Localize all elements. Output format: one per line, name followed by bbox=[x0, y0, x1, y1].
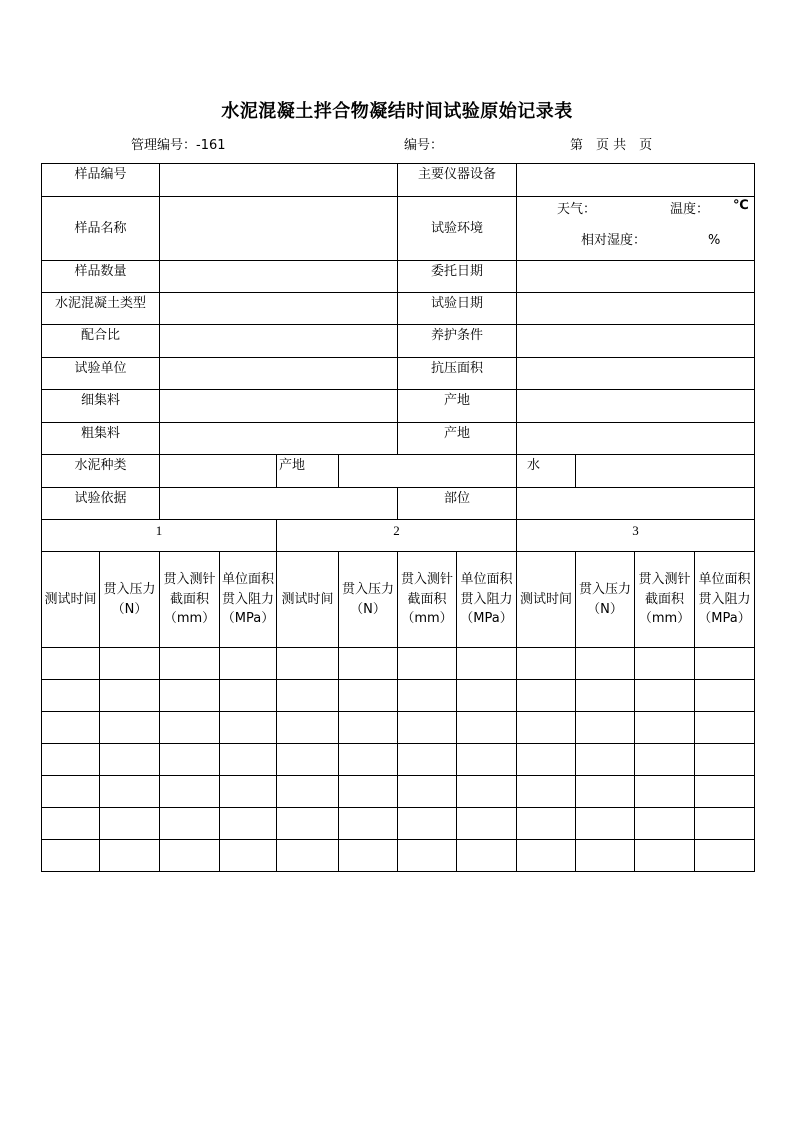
data-cell[interactable] bbox=[277, 840, 339, 872]
value-main-equipment[interactable] bbox=[517, 164, 755, 197]
value-mix-ratio[interactable] bbox=[160, 325, 398, 358]
table-row bbox=[42, 840, 755, 872]
data-cell[interactable] bbox=[695, 808, 755, 840]
data-cell[interactable] bbox=[695, 648, 755, 680]
data-cell[interactable] bbox=[517, 808, 576, 840]
col-header-resistance: 单位面积贯入阻力（MPa） bbox=[457, 552, 517, 648]
value-test-date[interactable] bbox=[517, 293, 755, 325]
data-cell[interactable] bbox=[576, 776, 635, 808]
data-cell[interactable] bbox=[277, 680, 339, 712]
data-cell[interactable] bbox=[398, 840, 457, 872]
label-cement-type: 水泥种类 bbox=[42, 455, 160, 488]
col-header-resistance: 单位面积贯入阻力（MPa） bbox=[220, 552, 277, 648]
label-part: 部位 bbox=[398, 488, 517, 520]
value-cement-origin[interactable] bbox=[339, 455, 517, 488]
data-cell[interactable] bbox=[339, 776, 398, 808]
data-cell[interactable] bbox=[517, 648, 576, 680]
label-fine-aggregate-origin: 产地 bbox=[398, 390, 517, 423]
data-cell[interactable] bbox=[160, 680, 220, 712]
data-cell[interactable] bbox=[220, 648, 277, 680]
data-cell[interactable] bbox=[457, 840, 517, 872]
data-cell[interactable] bbox=[398, 712, 457, 744]
data-cell[interactable] bbox=[576, 648, 635, 680]
weather-label: 天气： bbox=[557, 202, 597, 217]
data-cell[interactable] bbox=[277, 712, 339, 744]
data-cell[interactable] bbox=[277, 744, 339, 776]
data-cell[interactable] bbox=[220, 680, 277, 712]
data-cell[interactable] bbox=[100, 680, 160, 712]
data-cell[interactable] bbox=[277, 776, 339, 808]
data-cell[interactable] bbox=[100, 712, 160, 744]
label-coarse-aggregate: 粗集料 bbox=[42, 423, 160, 455]
table-row bbox=[42, 712, 755, 744]
value-test-basis[interactable] bbox=[160, 488, 398, 520]
data-cell[interactable] bbox=[160, 712, 220, 744]
value-test-environment[interactable] bbox=[517, 197, 755, 261]
data-cell[interactable] bbox=[457, 712, 517, 744]
data-cell[interactable] bbox=[42, 840, 100, 872]
data-cell[interactable] bbox=[42, 808, 100, 840]
label-sample-no: 样品编号 bbox=[42, 164, 160, 197]
data-cell[interactable] bbox=[517, 776, 576, 808]
data-cell[interactable] bbox=[457, 648, 517, 680]
serial-number: 编号： bbox=[404, 138, 444, 153]
data-cell[interactable] bbox=[576, 744, 635, 776]
value-cement-type[interactable] bbox=[160, 455, 277, 488]
data-cell[interactable] bbox=[339, 648, 398, 680]
label-test-basis: 试验依据 bbox=[42, 488, 160, 520]
col-header-time: 测试时间 bbox=[277, 552, 339, 648]
data-cell[interactable] bbox=[517, 712, 576, 744]
data-cell[interactable] bbox=[517, 680, 576, 712]
data-cell[interactable] bbox=[220, 712, 277, 744]
data-cell[interactable] bbox=[457, 744, 517, 776]
data-cell[interactable] bbox=[42, 648, 100, 680]
label-test-date: 试验日期 bbox=[398, 293, 517, 325]
col-header-area: 贯入测针截面积（mm） bbox=[160, 552, 220, 648]
table-row bbox=[42, 680, 755, 712]
value-compression-area[interactable] bbox=[517, 358, 755, 390]
data-cell[interactable] bbox=[42, 680, 100, 712]
col-header-resistance: 单位面积贯入阻力（MPa） bbox=[695, 552, 755, 648]
label-curing-conditions: 养护条件 bbox=[398, 325, 517, 358]
data-cell[interactable] bbox=[517, 744, 576, 776]
data-cell[interactable] bbox=[220, 776, 277, 808]
label-sample-name: 样品名称 bbox=[42, 197, 160, 261]
label-cement-origin: 产地 bbox=[277, 455, 339, 488]
col-header-force: 贯入压力（N） bbox=[100, 552, 160, 648]
temperature-unit: ℃ bbox=[733, 198, 749, 213]
humidity-unit: % bbox=[708, 233, 721, 248]
value-coarse-aggregate-origin[interactable] bbox=[517, 423, 755, 455]
value-part[interactable] bbox=[517, 488, 755, 520]
value-test-unit[interactable] bbox=[160, 358, 398, 390]
table-row bbox=[42, 808, 755, 840]
data-cell[interactable] bbox=[339, 680, 398, 712]
col-header-force: 贯入压力（N） bbox=[339, 552, 398, 648]
data-cell[interactable] bbox=[277, 808, 339, 840]
data-cell[interactable] bbox=[695, 776, 755, 808]
label-test-unit: 试验单位 bbox=[42, 358, 160, 390]
data-cell[interactable] bbox=[160, 744, 220, 776]
value-sample-name[interactable] bbox=[160, 197, 398, 261]
data-cell[interactable] bbox=[100, 648, 160, 680]
group-header-3: 3 bbox=[517, 520, 755, 552]
label-coarse-aggregate-origin: 产地 bbox=[398, 423, 517, 455]
page-info: 第 页 共 页 bbox=[570, 138, 653, 153]
page-title: 水泥混凝土拌合物凝结时间试验原始记录表 bbox=[221, 101, 573, 122]
col-header-force: 贯入压力（N） bbox=[576, 552, 635, 648]
management-number: 管理编号：-161 bbox=[131, 138, 226, 153]
data-cell[interactable] bbox=[398, 808, 457, 840]
data-cell[interactable] bbox=[220, 808, 277, 840]
label-fine-aggregate: 细集料 bbox=[42, 390, 160, 423]
col-header-time: 测试时间 bbox=[517, 552, 576, 648]
label-compression-area: 抗压面积 bbox=[398, 358, 517, 390]
table-row bbox=[42, 744, 755, 776]
data-cell[interactable] bbox=[517, 840, 576, 872]
data-cell[interactable] bbox=[695, 712, 755, 744]
col-header-area: 贯入测针截面积（mm） bbox=[398, 552, 457, 648]
value-commission-date[interactable] bbox=[517, 261, 755, 293]
data-cell[interactable] bbox=[100, 744, 160, 776]
humidity-label: 相对湿度： bbox=[581, 233, 647, 248]
data-cell[interactable] bbox=[635, 840, 695, 872]
data-cell[interactable] bbox=[42, 744, 100, 776]
data-cell[interactable] bbox=[100, 808, 160, 840]
data-cell[interactable] bbox=[457, 808, 517, 840]
table-row bbox=[42, 776, 755, 808]
data-cell[interactable] bbox=[576, 840, 635, 872]
label-test-environment: 试验环境 bbox=[398, 197, 517, 261]
data-cell[interactable] bbox=[635, 680, 695, 712]
data-cell[interactable] bbox=[635, 808, 695, 840]
record-table bbox=[41, 163, 755, 872]
data-cell[interactable] bbox=[160, 648, 220, 680]
label-concrete-type: 水泥混凝土类型 bbox=[42, 293, 160, 325]
data-cell[interactable] bbox=[695, 680, 755, 712]
data-cell[interactable] bbox=[576, 680, 635, 712]
value-coarse-aggregate[interactable] bbox=[160, 423, 398, 455]
data-cell[interactable] bbox=[277, 648, 339, 680]
value-fine-aggregate[interactable] bbox=[160, 390, 398, 423]
value-fine-aggregate-origin[interactable] bbox=[517, 390, 755, 423]
data-cell[interactable] bbox=[457, 680, 517, 712]
data-cell[interactable] bbox=[398, 680, 457, 712]
value-water[interactable] bbox=[576, 455, 755, 488]
data-cell[interactable] bbox=[695, 744, 755, 776]
temperature-label: 温度： bbox=[670, 202, 710, 217]
label-commission-date: 委托日期 bbox=[398, 261, 517, 293]
data-cell[interactable] bbox=[398, 648, 457, 680]
data-cell[interactable] bbox=[160, 840, 220, 872]
value-concrete-type[interactable] bbox=[160, 293, 398, 325]
col-header-time: 测试时间 bbox=[42, 552, 100, 648]
value-sample-no[interactable] bbox=[160, 164, 398, 197]
data-cell[interactable] bbox=[339, 808, 398, 840]
data-cell[interactable] bbox=[339, 712, 398, 744]
data-cell[interactable] bbox=[576, 712, 635, 744]
group-header-2: 2 bbox=[277, 520, 517, 552]
data-cell[interactable] bbox=[42, 776, 100, 808]
data-cell[interactable] bbox=[160, 808, 220, 840]
data-cell[interactable] bbox=[576, 808, 635, 840]
label-main-equipment: 主要仪器设备 bbox=[398, 164, 517, 197]
data-cell[interactable] bbox=[635, 712, 695, 744]
data-cell[interactable] bbox=[635, 744, 695, 776]
group-header-1: 1 bbox=[42, 520, 277, 552]
label-sample-quantity: 样品数量 bbox=[42, 261, 160, 293]
label-mix-ratio: 配合比 bbox=[42, 325, 160, 358]
data-cell[interactable] bbox=[695, 840, 755, 872]
data-cell[interactable] bbox=[100, 840, 160, 872]
value-curing-conditions[interactable] bbox=[517, 325, 755, 358]
data-cell[interactable] bbox=[457, 776, 517, 808]
data-cell[interactable] bbox=[42, 712, 100, 744]
data-cell[interactable] bbox=[339, 744, 398, 776]
data-cell[interactable] bbox=[339, 840, 398, 872]
col-header-area: 贯入测针截面积（mm） bbox=[635, 552, 695, 648]
data-cell[interactable] bbox=[398, 744, 457, 776]
label-water: 水 bbox=[517, 455, 576, 488]
value-sample-quantity[interactable] bbox=[160, 261, 398, 293]
data-cell[interactable] bbox=[100, 776, 160, 808]
data-cell[interactable] bbox=[398, 776, 457, 808]
table-row bbox=[42, 648, 755, 680]
data-cell[interactable] bbox=[220, 840, 277, 872]
data-cell[interactable] bbox=[160, 776, 220, 808]
data-cell[interactable] bbox=[635, 776, 695, 808]
data-cell[interactable] bbox=[220, 744, 277, 776]
data-cell[interactable] bbox=[635, 648, 695, 680]
